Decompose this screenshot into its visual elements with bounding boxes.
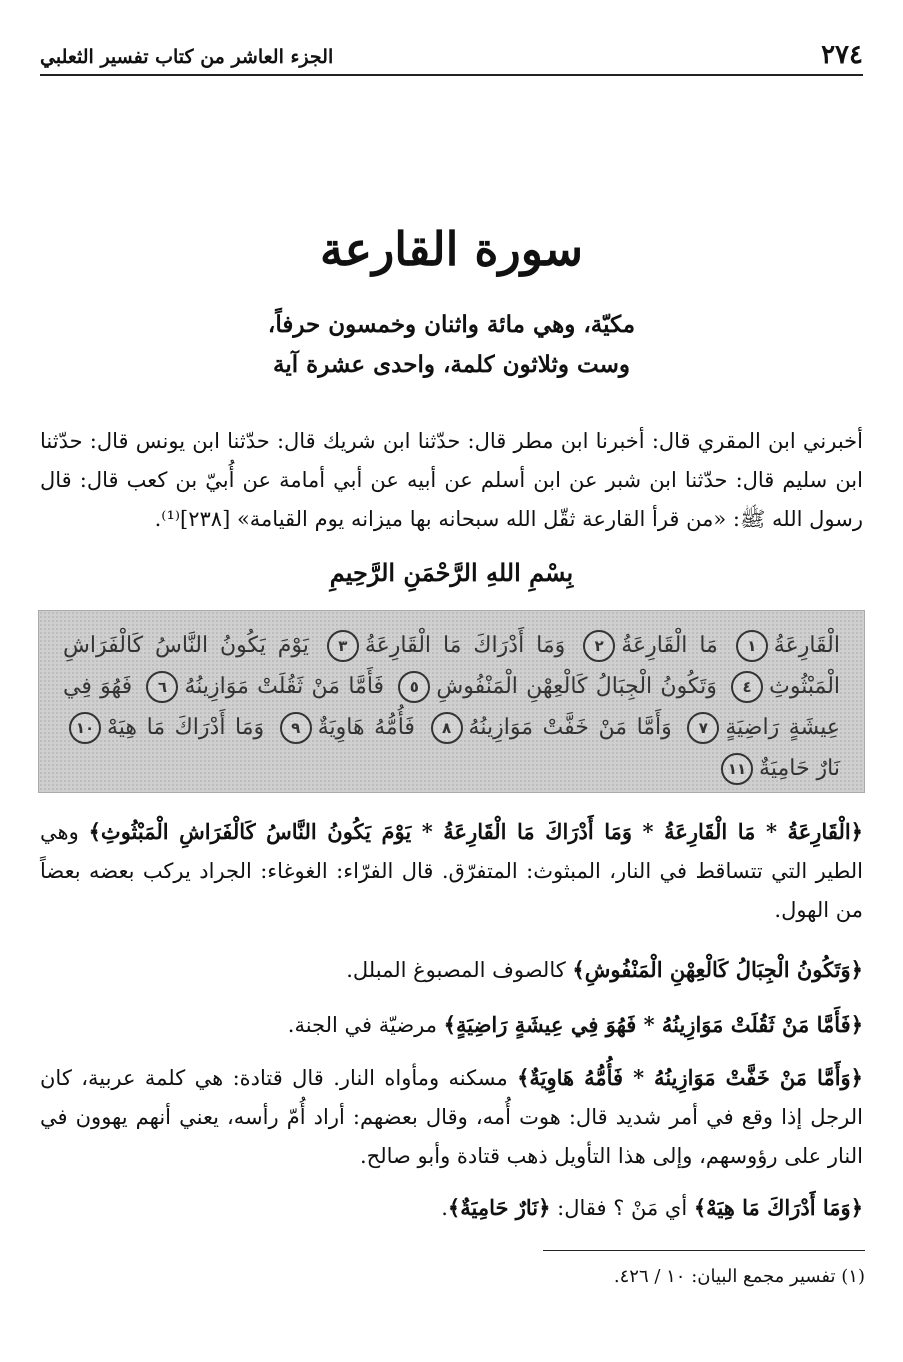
isnad-paragraph: أخبرني ابن المقري قال: أخبرنا ابن مطر قال: حدّثنا ابن شريك قال: حدّثنا ابن يونس قال: حدّثنا ابن سليم قال: حدّثنا ابن شبر عن ابن أسلم عن أبيه عن أبي أمامة عن أُبيّ بن كعب قال: قال رسول الله ﷺ: «من قرأ القارعة ثقّل الله سبحانه بها ميزانه يوم القيامة» [٢٣٨]⁽¹⁾. xyxy=(40,429,863,531)
ayah-number-marker: ٤ xyxy=(731,671,763,703)
commentary-text: وهي الطير التي تتساقط في النار، المبثوث: المتفرّق. قال الفرّاء: الغوغاء: الجراد يركب بعضه بعضاً من الهول. xyxy=(40,820,863,922)
ayah: وَأَمَّا مَنْ خَفَّتْ مَوَازِينُهُ xyxy=(468,715,672,740)
commentary-end: . xyxy=(441,1196,448,1220)
ayah-number-marker: ١ xyxy=(736,630,768,662)
ayah-number-marker: ٦ xyxy=(146,671,178,703)
surah-title: سورة القارعة xyxy=(319,222,584,276)
ayah: نَارٌ حَامِيَةٌ xyxy=(759,756,840,781)
ayah: الْقَارِعَةُ xyxy=(773,633,840,658)
ayah-number-marker: ١٠ xyxy=(69,712,101,744)
page-number: ٢٧٤ xyxy=(821,40,863,70)
quran-quote: ﴿وَتَكُونُ الْجِبَالُ كَالْعِهْنِ الْمَنْفُوشِ﴾ xyxy=(572,957,863,982)
ayah-number-marker: ٢ xyxy=(583,630,615,662)
quran-quote: ﴿وَأَمَّا مَنْ خَفَّتْ مَوَازِينُهُ * فَأُمُّهُ هَاوِيَةٌ﴾ xyxy=(517,1065,863,1090)
commentary-paragraph-3 xyxy=(40,1005,863,1045)
commentary-paragraph-2 xyxy=(40,950,863,990)
footnote-rule xyxy=(543,1250,865,1251)
quran-quote-2: ﴿نَارٌ حَامِيَةٌ﴾ xyxy=(447,1195,551,1220)
ayah: وَتَكُونُ الْجِبَالُ كَالْعِهْنِ الْمَنْفُوشِ xyxy=(436,674,717,699)
surah-info-line-2: وست وثلاثون كلمة، واحدى عشرة آية xyxy=(273,351,630,378)
quran-quote: ﴿فَأَمَّا مَنْ ثَقُلَتْ مَوَازِينُهُ * فَهُوَ فِي عِيشَةٍ رَاضِيَةٍ﴾ xyxy=(443,1012,863,1037)
ayah: يَوْمَ يَكُونُ النَّاسُ كَالْفَرَاشِ الْمَبْثُوثِ xyxy=(63,633,841,699)
ayah-number-marker: ٥ xyxy=(398,671,430,703)
ayah: وَمَا أَدْرَاكَ مَا هِيَهْ xyxy=(107,715,265,740)
commentary-text: كالصوف المصبوغ المبلل. xyxy=(346,958,573,982)
commentary-paragraph-5 xyxy=(40,1188,863,1228)
book-title: الجزء العاشر من كتاب تفسير الثعلبي xyxy=(40,46,334,68)
quran-text-box xyxy=(38,610,865,793)
commentary-text: أي مَنْ ؟ فقال: xyxy=(550,1196,694,1220)
quran-quote: ﴿وَمَا أَدْرَاكَ مَا هِيَهْ﴾ xyxy=(693,1195,863,1220)
surah-info xyxy=(0,305,903,385)
ayah: فَهُوَ فِي عِيشَةٍ رَاضِيَةٍ xyxy=(63,674,840,740)
footnote: (١) تفسير مجمع البيان: ١٠ / ٤٢٦. xyxy=(613,1266,865,1287)
surah-info-line-1: مكيّة، وهي مائة واثنان وخمسون حرفاً، xyxy=(267,311,636,338)
ayah: فَأُمُّهُ هَاوِيَةٌ xyxy=(317,715,415,740)
basmala: بِسْمِ اللهِ الرَّحْمَنِ الرَّحِيمِ xyxy=(329,558,574,587)
ayah: فَأَمَّا مَنْ ثَقُلَتْ مَوَازِينُهُ xyxy=(184,674,385,699)
commentary-text: مسكنه ومأواه النار. قال قتادة: هي كلمة عربية، كان الرجل إذا وقع في أمر شديد قال: هوت أُمه، وقال بعضهم: أراد أُمّ رأسه، يعني أنهم يهوون في النار على رؤوسهم، وإلى هذا التأويل ذهب قتادة وأبو صالح. xyxy=(40,1066,863,1168)
ayah-number-marker: ٣ xyxy=(327,630,359,662)
ayah-number-marker: ٨ xyxy=(431,712,463,744)
running-head xyxy=(40,30,863,76)
ayah: مَا الْقَارِعَةُ xyxy=(621,633,718,658)
quran-quote: ﴿الْقَارِعَةُ * مَا الْقَارِعَةُ * وَمَا أَدْرَاكَ مَا الْقَارِعَةُ * يَوْمَ يَكُونُ النَّاسُ كَالْفَرَاشِ الْمَبْثُوثِ﴾ xyxy=(88,819,863,844)
commentary-paragraph-1 xyxy=(40,812,863,930)
ayah: وَمَا أَدْرَاكَ مَا الْقَارِعَةُ xyxy=(364,633,566,658)
ayah-number-marker: ١١ xyxy=(721,753,753,785)
ayat-container xyxy=(63,633,840,781)
commentary-text: مرضيّة في الجنة. xyxy=(287,1013,444,1037)
ayah-number-marker: ٩ xyxy=(280,712,312,744)
commentary-paragraph-4 xyxy=(40,1058,863,1176)
ayah-number-marker: ٧ xyxy=(687,712,719,744)
